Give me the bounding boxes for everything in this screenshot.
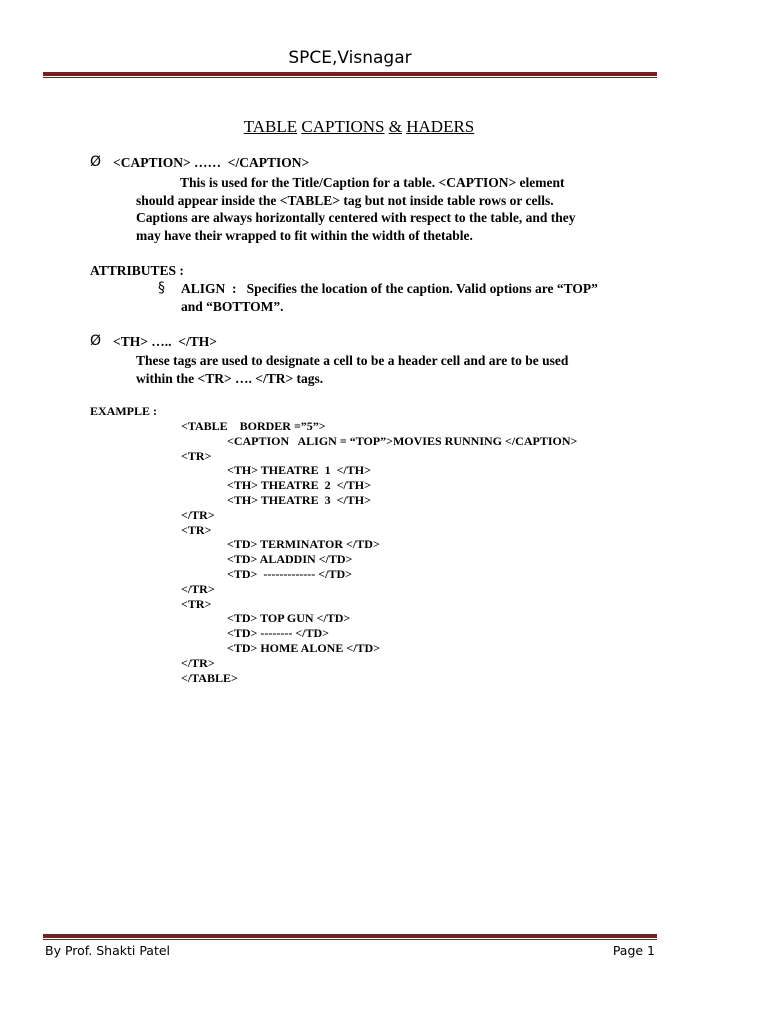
footer-author: By Prof. Shakti Patel (45, 943, 171, 958)
code-line: <TABLE BORDER =”5”> (181, 419, 326, 433)
section1-line: may have their wrapped to fit within the width of thetable. (136, 227, 473, 243)
code-line: <TD> TOP GUN </TD> (227, 611, 351, 626)
attributes-line: ALIGN : Specifies the location of the caption. Valid options are “TOP” (181, 281, 598, 296)
code-line: </TABLE> (181, 670, 238, 685)
code-line: <TD> ALADDIN </TD> (227, 552, 353, 567)
section2-paragraph (136, 352, 655, 387)
code-line: <TD> -------- </TD> (227, 626, 329, 641)
code-line: </TR> (181, 507, 215, 522)
code-line: <CAPTION ALIGN = “TOP”>MOVIES RUNNING </CAPTION> (227, 433, 578, 448)
footer-divider (43, 934, 657, 940)
code-line: <TR> (181, 448, 212, 463)
footer-page-number: Page 1 (612, 943, 655, 958)
section1-line: should appear inside the <TABLE> tag but not inside table rows or cells. (136, 192, 554, 208)
title-word-table: TABLE (243, 117, 298, 136)
code-line: <TR> (181, 596, 212, 611)
code-line: <TH> THEATRE 3 </TH> (227, 492, 371, 507)
title-word-captions: CAPTIONS (301, 117, 385, 136)
section1-line: Captions are always horizontally centered with respect to the table, and they (136, 210, 576, 225)
code-line: <TR> (181, 522, 212, 537)
code-line: <TH> THEATRE 2 </TH> (227, 478, 371, 493)
title-word-headers: HADERS (406, 117, 475, 136)
document-title (0, 117, 718, 137)
example-label: EXAMPLE : (90, 404, 157, 418)
section1-line: This is used for the Title/Caption for a table. <CAPTION> element (180, 175, 565, 190)
section2-line: within the <TR> …. </TR> tags. (136, 370, 324, 386)
code-line: <TD> HOME ALONE </TD> (227, 640, 381, 655)
code-line: </TR> (181, 581, 215, 596)
section2-heading: <TH> ….. </TH> (113, 334, 217, 349)
header-divider (43, 72, 657, 78)
code-line: <TH> THEATRE 1 </TH> (227, 463, 371, 478)
code-line: </TR> (181, 655, 215, 670)
section1-bullet: Ø (90, 154, 102, 170)
attributes-line: and “BOTTOM”. (181, 299, 284, 314)
title-ampersand: & (388, 117, 402, 136)
code-line: <TD> ------------- </TD> (227, 566, 352, 581)
attributes-bullet: § (158, 280, 165, 296)
code-line: <TD> TERMINATOR </TD> (227, 537, 380, 552)
section2-line: These tags are used to designate a cell to be a header cell and are to be used (136, 353, 569, 368)
section1-heading: <CAPTION> …… </CAPTION> (113, 155, 310, 170)
section2-bullet: Ø (90, 333, 102, 349)
section1-paragraph (136, 174, 655, 244)
attributes-label: ATTRIBUTES : (90, 263, 184, 278)
example-code-block (181, 419, 577, 685)
page-header-title: SPCE,Visnagar (288, 48, 412, 68)
